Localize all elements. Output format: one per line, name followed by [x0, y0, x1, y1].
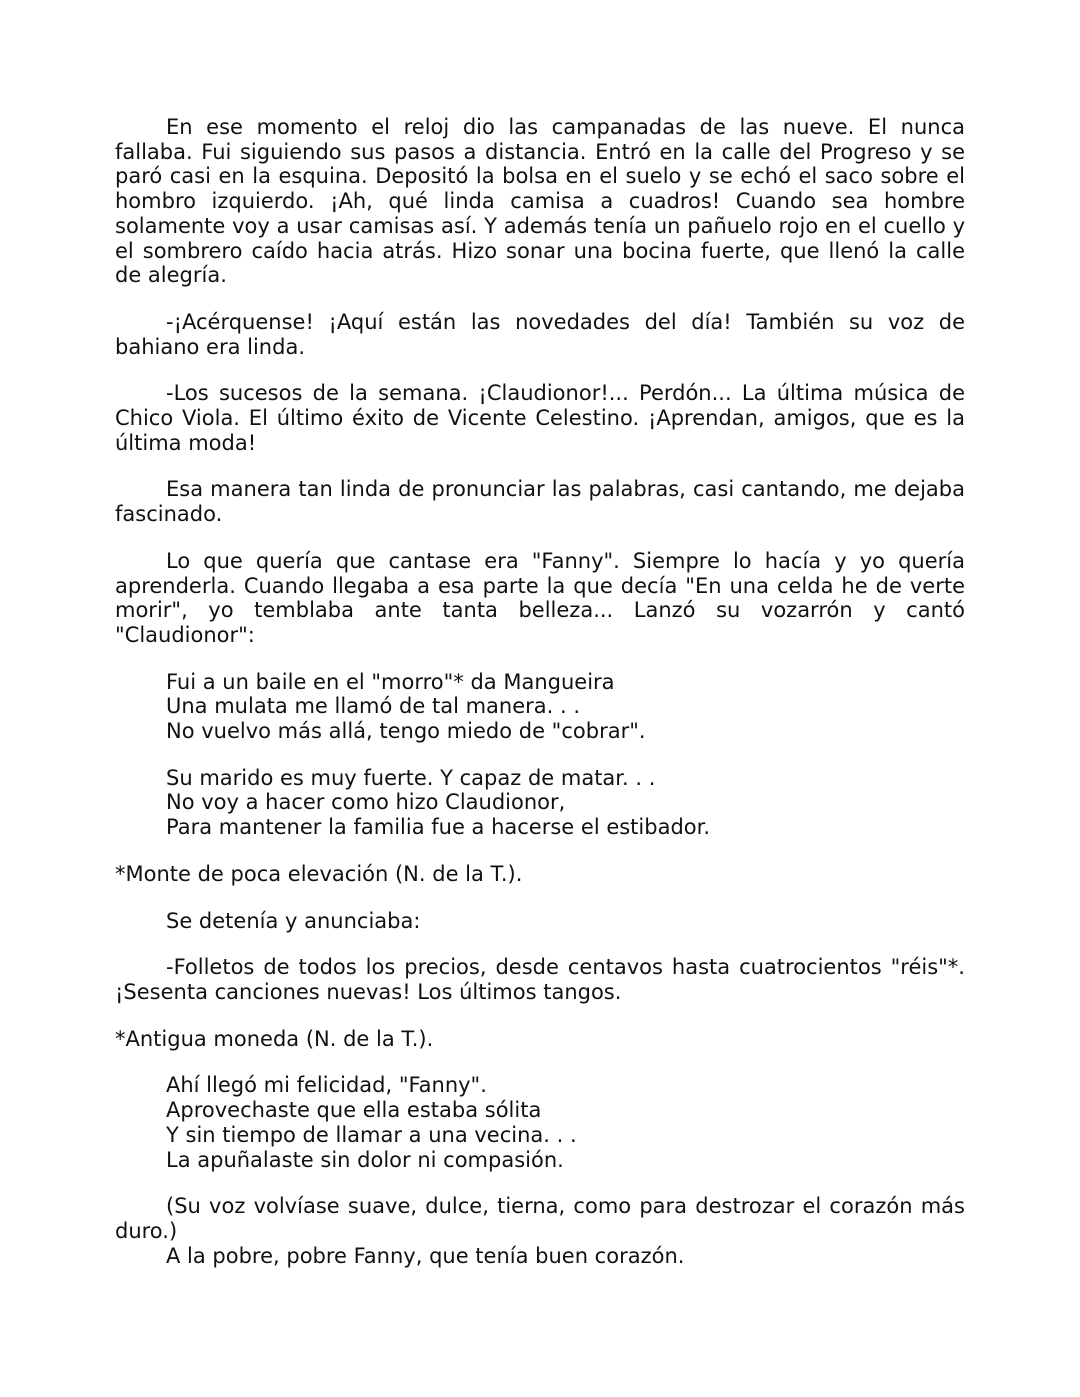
- verse-line: La apuñalaste sin dolor ni compasión.: [166, 1147, 564, 1172]
- verse-line: Y sin tiempo de llamar a una vecina. . .: [166, 1122, 577, 1147]
- verse-line: Una mulata me llamó de tal manera. . .: [166, 694, 581, 719]
- document-page: [115, 115, 965, 1268]
- paragraph-fanny: Lo que quería que cantase era "Fanny". Siempre lo hacía y yo quería aprenderla. Cuando llegaba a esa parte la que decía "En una celda he de verte morir", yo temblaba ante tanta belleza... Lanzó su vozarrón y cantó "Claudionor":: [115, 548, 965, 647]
- footnote-reis: *Antigua moneda (N. de la T.).: [115, 1026, 434, 1051]
- paragraph-announce: Se detenía y anunciaba:: [166, 908, 421, 933]
- paragraph-news: -Los sucesos de la semana. ¡Claudionor!... Perdón... La última música de Chico Viola. El último éxito de Vicente Celestino. ¡Aprendan, amigos, que es la última moda!: [115, 381, 965, 455]
- paragraph-fascinated: Esa manera tan linda de pronunciar las palabras, casi cantando, me dejaba fascinado.: [115, 477, 965, 527]
- paragraph-shout: -¡Acérquense! ¡Aquí están las novedades del día! También su voz de bahiano era linda.: [115, 309, 965, 359]
- verse-line: No vuelvo más allá, tengo miedo de "cobrar".: [166, 719, 646, 744]
- paragraph-poor-fanny: A la pobre, pobre Fanny, que tenía buen corazón.: [166, 1243, 685, 1268]
- verse-line: Para mantener la familia fue a hacerse el estibador.: [166, 815, 711, 840]
- verse-line: Su marido es muy fuerte. Y capaz de matar. . .: [166, 765, 656, 790]
- verse-line: Ahí llegó mi felicidad, "Fanny".: [166, 1073, 487, 1098]
- paragraph-folletos: -Folletos de todos los precios, desde centavos hasta cuatrocientos "réis"*. ¡Sesenta canciones nuevas! Los últimos tangos.: [115, 955, 965, 1004]
- verse-block-2: [166, 766, 965, 840]
- verse-line: No voy a hacer como hizo Claudionor,: [166, 790, 566, 815]
- verse-line: Aprovechaste que ella estaba sólita: [166, 1098, 542, 1123]
- footnote-morro: *Monte de poca elevación (N. de la T.).: [115, 861, 523, 886]
- paragraph-clock: En ese momento el reloj dio las campanadas de las nueve. El nunca fallaba. Fui siguiendo sus pasos a distancia. Entró en la calle del Progreso y se paró casi en la esquina. Depositó la bolsa en el suelo y se echó el saco sobre el hombro izquierdo. ¡Ah, qué linda camisa a cuadros! Cuando sea hombre solamente voy a usar camisas así. Y además tenía un pañuelo rojo en el cuello y el sombrero caído hacia atrás. Hizo sonar una bocina fuerte, que llenó la calle de alegría.: [115, 115, 965, 288]
- verse-line: Fui a un baile en el "morro"* da Mangueira: [166, 669, 615, 694]
- paragraph-voice: (Su voz volvíase suave, dulce, tierna, como para destrozar el corazón más duro.): [115, 1194, 965, 1243]
- verse-block-3: [166, 1073, 965, 1172]
- verse-block-1: [166, 670, 965, 744]
